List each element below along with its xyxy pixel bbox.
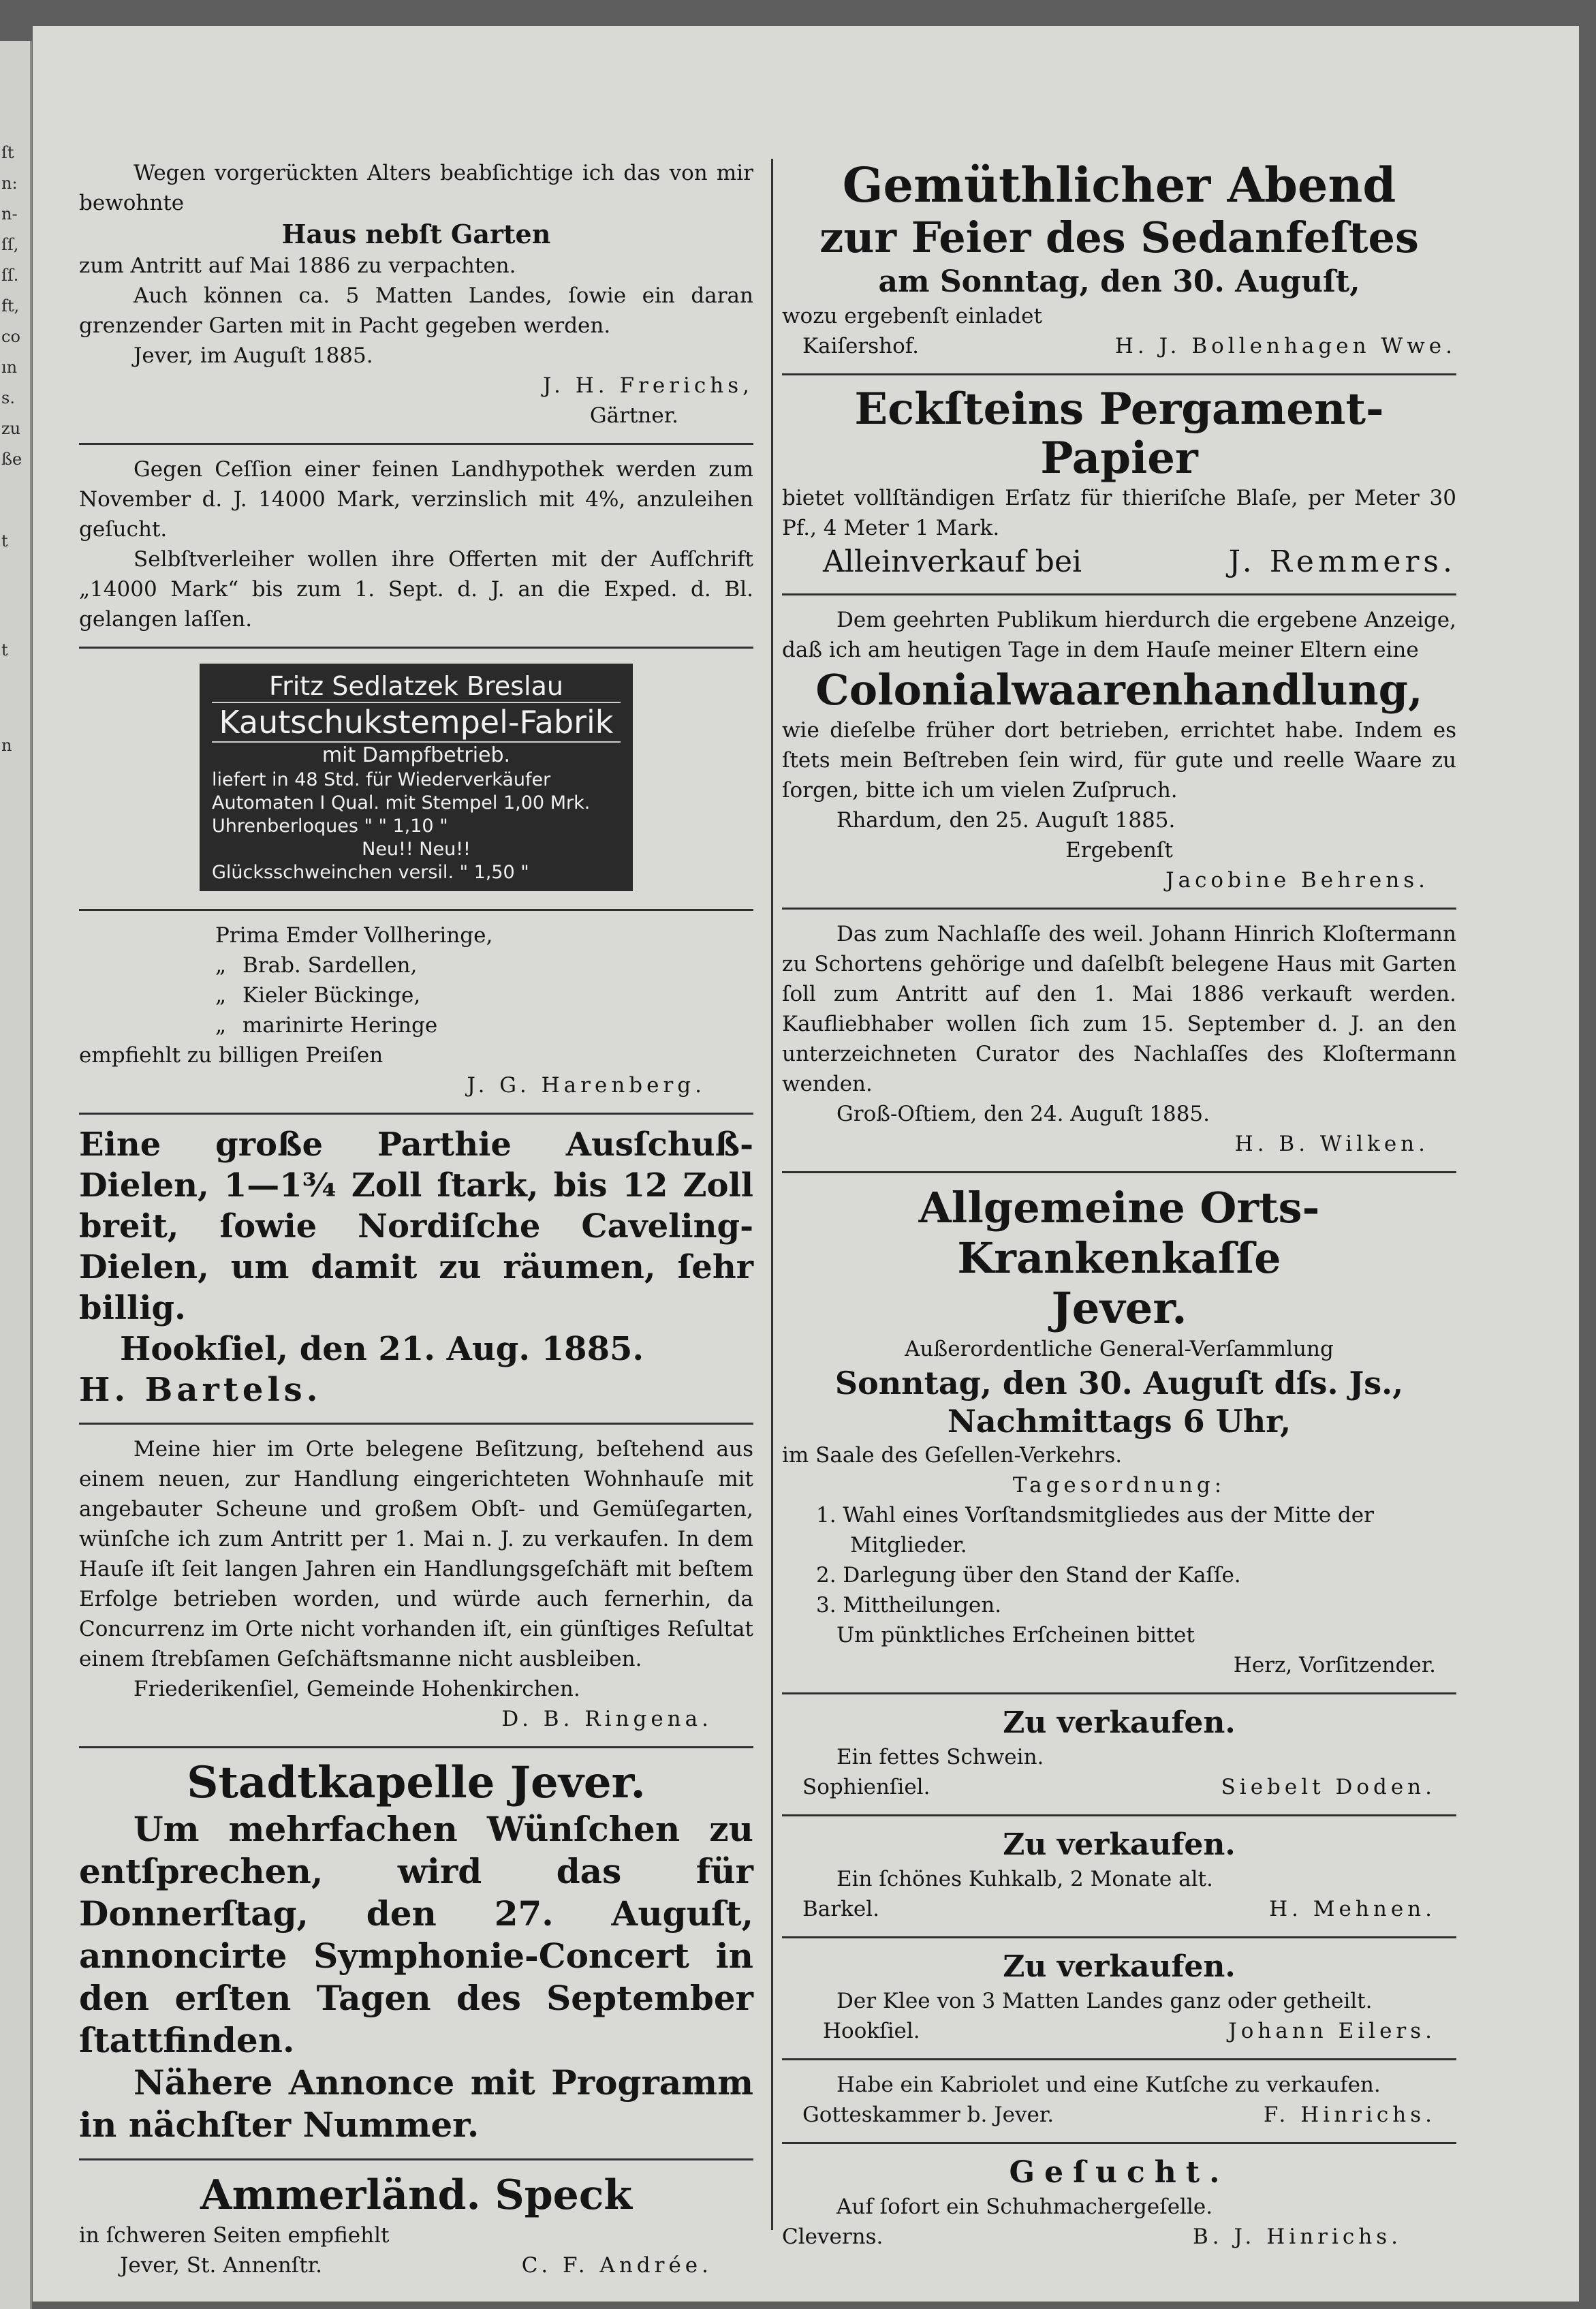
- ad-colonialwaaren: [782, 595, 1456, 910]
- stamp-text: Automaten I Qual. mit Stempel 1,00 Mrk.: [212, 792, 591, 813]
- goods-item: [215, 950, 753, 980]
- ad-signature: B. J. Hinrichs.: [1193, 2225, 1402, 2249]
- ad-footer-row: [782, 2222, 1456, 2252]
- right-column: [782, 149, 1456, 2264]
- ad-text: in ſchweren Seiten empfiehlt: [79, 2223, 390, 2248]
- ad-signature-title: Gärtner.: [589, 403, 678, 428]
- ad-text: Auf ſofort ein Schuhmachergeſelle.: [836, 2195, 1213, 2219]
- prev-page-fragment: ſſ.: [1, 266, 19, 285]
- ad-subheadline: Außerordentliche General-Verſammlung: [905, 1337, 1334, 1361]
- ad-headline: Zu verkaufen.: [1003, 1827, 1236, 1862]
- ad-place: Cleverns.: [782, 2225, 883, 2249]
- goods-item: [215, 980, 753, 1010]
- ad-signature: H. B. Wilken.: [1234, 1132, 1429, 1156]
- ad-place: Hookſiel.: [823, 2019, 920, 2043]
- ad-heringe: [79, 911, 753, 1115]
- ad-footer-row: [782, 2016, 1456, 2046]
- ad-signature: J. H. Frerichs,: [543, 373, 753, 398]
- left-column: [79, 149, 753, 2293]
- ad-gesucht: [782, 2144, 1456, 2264]
- advertisement-stamp-block: [200, 664, 633, 891]
- ad-text: Habe ein Kabriolet und eine Kutſche zu verkaufen.: [836, 2073, 1381, 2097]
- ad-text: zum Antritt auf Mai 1886 zu verpachten.: [79, 253, 516, 278]
- ad-headline: Geſucht.: [1009, 2155, 1230, 2190]
- ad-signature: F. Hinrichs.: [1263, 2103, 1436, 2127]
- agenda-item: 2. Darlegung über den Stand der Kaſſe.: [816, 1563, 1241, 1587]
- ad-text: Um mehrfachen Wünſchen zu entſprechen, wird das für Donnerſtag, den 27. Auguſt, annoncirte Symphonie-Concert in den erſten Tagen des September ſtattfinden.: [79, 1809, 753, 2060]
- ad-signature: C. F. Andrée.: [521, 2253, 713, 2278]
- ad-besitzung: [79, 1425, 753, 1748]
- goods-item-label: marinirte Heringe: [242, 1013, 438, 1038]
- ad-footer-row: [782, 331, 1456, 361]
- ad-headline-city: Jever.: [1051, 1283, 1187, 1334]
- newspaper-page: [33, 26, 1579, 2302]
- prev-page-fragment: n: [1, 736, 12, 755]
- ad-place: Sophienſiel.: [802, 1775, 930, 1799]
- ad-text: Um pünktliches Erſcheinen bittet: [836, 1623, 1195, 1647]
- ad-place: Friederikenſiel, Gemeinde Hohenkirchen.: [134, 1677, 580, 1701]
- ad-headline-text: Eine große Parthie Ausſchuß-Dielen, 1—1¾ Zoll ſtark, bis 12 Zoll breit, ſowie Nordiſche Caveling-Dielen, um damit zu räumen, ſehr billig.: [79, 1126, 753, 1327]
- ad-place-date: Groß-Oſtiem, den 24. Auguſt 1885.: [836, 1102, 1210, 1126]
- ad-signature: Johann Eilers.: [1228, 2019, 1436, 2043]
- ad-text: Ein fettes Schwein.: [836, 1745, 1044, 1769]
- agenda-item: 3. Mittheilungen.: [816, 1593, 1002, 1617]
- ad-text: Meine hier im Orte belegene Beſitzung, beſtehend aus einem neuen, zur Handlung eingerichteten Wohnhauſe mit angebauter Scheune und großem Obſt- und Gemüſegarten, wünſche ich zum Antritt per 1. Mai n. J. zu verkaufen. In dem Hauſe iſt ſeit langen Jahren ein Handlungsgeſchäft mit beſtem Erfolge betrieben worden, und würde auch fernerhin, da Concurrenz im Orte nicht vorhanden iſt, ein günſtiges Reſultat einem ſtrebſamen Geſchäftsmanne nicht ausbleiben.: [79, 1437, 753, 1671]
- prev-page-fragment: n-: [1, 204, 18, 223]
- ad-footer-row: [782, 1772, 1456, 1802]
- ad-pergament-papier: [782, 375, 1456, 595]
- ad-date-line: Sonntag, den 30. Auguſt dſs. Js.,: [834, 1365, 1404, 1401]
- ad-sale-label: Alleinverkauf bei: [823, 544, 1082, 579]
- ad-headline: Ammerländ. Speck: [200, 2171, 632, 2219]
- ad-text: Auch können ca. 5 Matten Landes, ſowie ein daran grenzender Garten mit in Pacht gegeben werden.: [79, 283, 753, 338]
- ad-stempel-fabrik: [79, 649, 753, 911]
- ad-signature: J. G. Harenberg.: [467, 1073, 706, 1098]
- stamp-text: Uhrenberloques " " 1,10 ": [212, 816, 448, 837]
- ad-time-line: Nachmittags 6 Uhr,: [947, 1403, 1292, 1440]
- ad-text: Gegen Ceſſion einer feinen Landhypothek werden zum November d. J. 14000 Mark, verzinslich mit 4%, anzuleihen geſucht.: [79, 457, 753, 542]
- ad-text: wie dieſelbe früher dort betrieben, errichtet habe. Indem es ſtets mein Beſtreben ſein wird, für gute und reelle Waare zu ſorgen, bitte ich um vielen Zuſpruch.: [782, 718, 1456, 803]
- ad-greeting: Ergebenſt: [1065, 838, 1173, 863]
- ad-text: Dem geehrten Publikum hierdurch die ergebene Anzeige, daß ich am heutigen Tage in dem Hauſe meiner Eltern eine: [782, 608, 1456, 662]
- ad-place: Jever, St. Annenſtr.: [120, 2253, 322, 2278]
- ad-agenda-title: Tagesordnung:: [1012, 1473, 1226, 1498]
- ad-headline: Colonialwaarenhandlung,: [815, 665, 1423, 715]
- ad-krankenkasse: [782, 1173, 1456, 1694]
- ad-footer-row: [782, 1894, 1456, 1924]
- goods-item-label: Kieler Bückinge,: [242, 983, 421, 1008]
- ad-signature: Jacobine Behrens.: [1165, 868, 1429, 893]
- ad-place-date: Jever, im Auguſt 1885.: [134, 343, 373, 368]
- ad-landhypothek: [79, 445, 753, 649]
- ad-text: empfiehlt zu billigen Preiſen: [79, 1043, 384, 1068]
- ad-headline: Eckſteins Pergament-Papier: [854, 384, 1384, 484]
- previous-page-edge: [0, 41, 32, 2309]
- stamp-text: Glücksschweinchen versil. " 1,50 ": [212, 862, 529, 883]
- ad-text: Ein ſchönes Kuhkalb, 2 Monate alt.: [836, 1867, 1213, 1891]
- stamp-text: mit Dampfbetrieb.: [322, 743, 511, 767]
- ad-place: Kaiſershof.: [802, 334, 919, 358]
- ad-headline: Zu verkaufen.: [1003, 1705, 1236, 1740]
- ad-signature: H. Bartels.: [79, 1371, 322, 1409]
- ditto-mark: „: [215, 953, 227, 978]
- ad-place: Barkel.: [802, 1897, 879, 1921]
- stamp-text: liefert in 48 Std. für Wiederverkäufer: [212, 769, 551, 790]
- ad-text: wozu ergebenſt einladet: [782, 304, 1042, 328]
- ad-date-line: am Sonntag, den 30. Auguſt,: [878, 264, 1360, 299]
- ad-stadtkapelle: [79, 1748, 753, 2160]
- prev-page-fragment: n:: [1, 174, 18, 193]
- agenda-item: 1. Wahl eines Vorſtandsmitgliedes aus der Mitte der Mitglieder.: [816, 1503, 1374, 1558]
- ad-venue: im Saale des Geſellen-Verkehrs.: [782, 1443, 1123, 1468]
- ad-signature: H. J. Bollenhagen Wwe.: [1114, 334, 1456, 358]
- ad-headline: Gemüthlicher Abend: [842, 157, 1396, 213]
- goods-item: [215, 1010, 753, 1040]
- ad-signature: D. B. Ringena.: [501, 1707, 713, 1731]
- ad-text: Der Klee von 3 Matten Landes ganz oder getheilt.: [836, 1989, 1373, 2013]
- ad-place-date: Hookſiel, den 21. Aug. 1885.: [120, 1330, 644, 1368]
- ad-verkauf-kuhkalb: [782, 1816, 1456, 1938]
- stamp-text: Neu!! Neu!!: [362, 839, 471, 860]
- ad-verkauf-klee: [782, 1938, 1456, 2060]
- goods-item-label: Brab. Sardellen,: [242, 953, 418, 978]
- ad-klostermann-haus: [782, 910, 1456, 1173]
- ad-signature: Siebelt Doden.: [1221, 1775, 1436, 1799]
- goods-list: [215, 920, 753, 1040]
- ad-dielen: [79, 1115, 753, 1425]
- goods-item: Prima Emder Vollheringe,: [215, 923, 493, 948]
- ad-headline: Zu verkaufen.: [1003, 1949, 1236, 1984]
- prev-page-fragment: ße: [1, 450, 22, 469]
- ad-kabriolet: [782, 2060, 1456, 2144]
- ditto-mark: „: [215, 1013, 227, 1038]
- prev-page-fragment: co: [1, 327, 20, 346]
- ad-gemuethlicher-abend: [782, 149, 1456, 375]
- ad-place: Gotteskammer b. Jever.: [802, 2103, 1054, 2127]
- ad-text: Selbſtverleiher wollen ihre Offerten mit der Aufſchrift „14000 Mark“ bis zum 1. Sept. d. J. an die Exped. d. Bl. gelangen laſſen.: [79, 547, 753, 632]
- ad-signature: J. Remmers.: [1228, 544, 1456, 579]
- ad-text: Wegen vorgerückten Alters beabſichtige ich das von mir bewohnte: [79, 161, 753, 215]
- ad-text: bietet vollſtändigen Erſatz für thieriſche Blaſe, per Meter 30 Pf., 4 Meter 1 Mark.: [782, 486, 1456, 540]
- ditto-mark: „: [215, 983, 227, 1008]
- prev-page-fragment: s.: [1, 388, 15, 407]
- prev-page-fragment: t: [1, 640, 8, 660]
- ad-headline: Stadtkapelle Jever.: [187, 1757, 646, 1808]
- ad-footer-row: [782, 543, 1456, 581]
- ad-signature: Herz, Vorſitzender.: [1233, 1653, 1436, 1677]
- ad-haus-nebst-garten: [79, 149, 753, 445]
- column-divider: [771, 159, 773, 2230]
- agenda-list: [782, 1500, 1456, 1620]
- ad-text: Nähere Annonce mit Programm in nächſter Nummer.: [79, 2062, 753, 2145]
- prev-page-fragment: ſt: [1, 143, 14, 162]
- ad-signature: H. Mehnen.: [1269, 1897, 1436, 1921]
- prev-page-fragment: ſſ,: [1, 235, 19, 254]
- ad-verkauf-schwein: [782, 1694, 1456, 1816]
- ad-headline: Haus nebſt Garten: [281, 219, 551, 249]
- ad-text: Das zum Nachlaſſe des weil. Johann Hinrich Kloſtermann zu Schortens gehörige und daſelbſt belegene Haus mit Garten ſoll zum Antritt auf den 1. Mai 1886 verkauft werden. Kaufliebhaber wollen ſich zum 15. September d. J. an den unterzeichneten Curator des Nachlaſſes des Kloſtermann wenden.: [782, 922, 1456, 1096]
- ad-footer-row: [782, 2100, 1456, 2130]
- prev-page-fragment: ft,: [1, 296, 20, 315]
- prev-page-fragment: t: [1, 531, 8, 551]
- stamp-title: Kautschukstempel-Fabrik: [212, 702, 621, 743]
- ad-footer-row: [79, 2250, 753, 2280]
- prev-page-fragment: ın: [1, 358, 18, 377]
- ad-place-date: Rhardum, den 25. Auguſt 1885.: [836, 808, 1176, 833]
- prev-page-fragment: zu: [1, 419, 21, 438]
- ad-headline: Allgemeine Orts-Krankenkaſſe: [918, 1183, 1320, 1283]
- ad-speck: [79, 2160, 753, 2293]
- stamp-company: Fritz Sedlatzek Breslau: [269, 671, 563, 701]
- ad-subheadline: zur Feier des Sedanfeſtes: [819, 213, 1419, 262]
